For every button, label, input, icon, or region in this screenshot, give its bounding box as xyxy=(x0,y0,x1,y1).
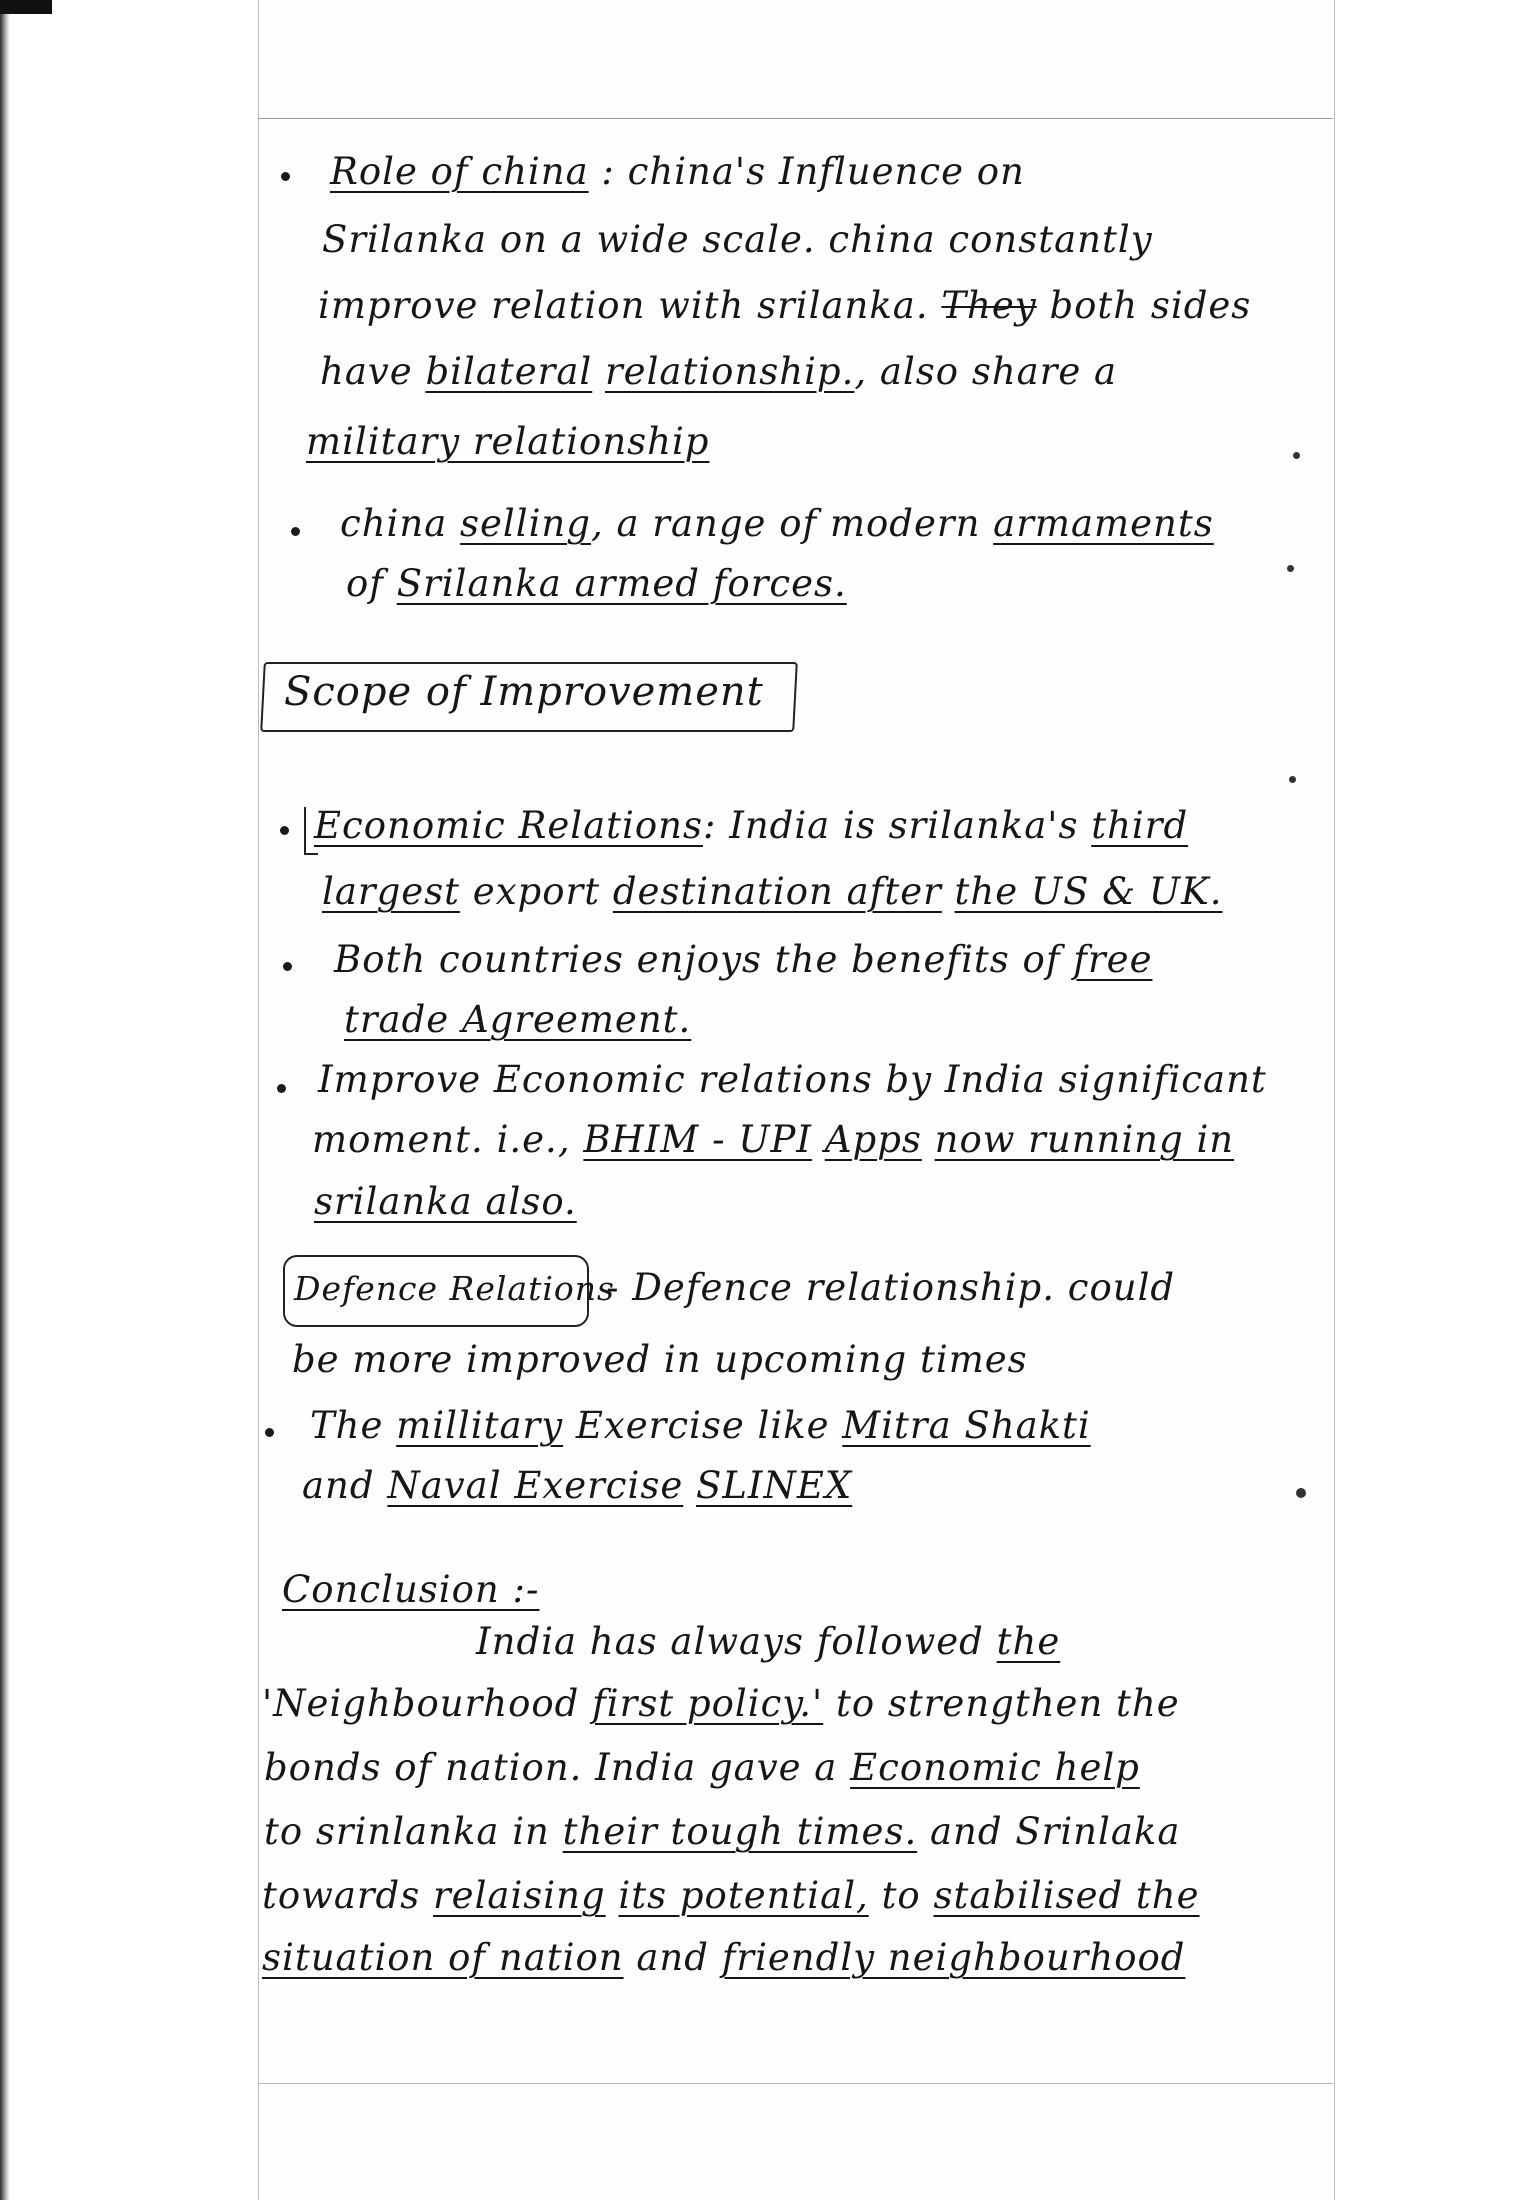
defence-label: Defence Relations xyxy=(294,1269,615,1308)
upi-line-1 xyxy=(318,1058,1267,1102)
text-fragment: Improve Economic relations by India significant xyxy=(318,1058,1267,1101)
text-fragment: - Defence relationship. could xyxy=(606,1266,1176,1309)
underlined-text: now running in xyxy=(934,1118,1235,1161)
text-fragment: The xyxy=(310,1404,384,1447)
text-fragment: , a range of modern xyxy=(590,502,981,545)
text-fragment: to strengthen the xyxy=(835,1682,1180,1725)
underlined-text: first policy.' xyxy=(592,1682,824,1725)
underlined-text: stabilised the xyxy=(933,1874,1200,1917)
underlined-text: relationship. xyxy=(605,350,855,393)
text-fragment: china xyxy=(340,502,448,545)
top-rule xyxy=(258,118,1333,119)
text-fragment: both sides xyxy=(1049,284,1252,327)
conclusion-heading-line xyxy=(282,1568,539,1612)
conclusion-line-4 xyxy=(264,1810,1180,1854)
text-fragment: and xyxy=(302,1464,375,1507)
bottom-rule xyxy=(258,2083,1333,2084)
conclusion-line-6 xyxy=(262,1936,1185,1980)
underlined-text: destination after xyxy=(612,870,942,913)
scan-corner-shadow xyxy=(0,0,52,14)
text-fragment: to srinlanka in xyxy=(264,1810,550,1853)
underlined-text: third xyxy=(1091,804,1189,847)
fta-line-2 xyxy=(344,998,691,1042)
struck-word: They xyxy=(941,284,1037,327)
conclusion-line-2 xyxy=(262,1682,1180,1726)
underlined-text: Economic help xyxy=(850,1746,1140,1789)
bullet-exercise xyxy=(265,1428,274,1437)
underlined-text: the xyxy=(996,1620,1061,1663)
text-fragment: India has always followed xyxy=(476,1620,984,1663)
role-of-china-line-3 xyxy=(318,284,1251,328)
exercise-line-2 xyxy=(302,1464,852,1508)
conclusion-line-1 xyxy=(476,1620,1060,1664)
economic-line-2 xyxy=(322,870,1222,914)
role-of-china-line-4 xyxy=(320,350,1117,394)
separator: : xyxy=(702,804,717,847)
underlined-text: its potential, xyxy=(618,1874,869,1917)
bullet-role-of-china xyxy=(281,172,290,181)
underlined-text: BHIM - UPI xyxy=(583,1118,813,1161)
underlined-text: bilateral xyxy=(425,350,593,393)
text-fragment: , also share a xyxy=(854,350,1118,393)
text-fragment: export xyxy=(472,870,601,913)
bullet-economic xyxy=(280,826,289,835)
ink-dot xyxy=(1296,1488,1306,1498)
china-selling-line-1 xyxy=(340,502,1214,546)
underlined-text: selling xyxy=(460,502,591,545)
text-fragment: Exercise like xyxy=(575,1404,830,1447)
text-fragment: 'Neighbourhood xyxy=(262,1682,580,1725)
role-of-china-line-2 xyxy=(322,218,1153,262)
text-fragment: improve relation with srilanka. xyxy=(318,284,929,327)
text-fragment: and xyxy=(636,1936,709,1979)
economic-line-1 xyxy=(314,804,1188,848)
defence-line-1 xyxy=(606,1266,1175,1310)
underlined-text: SLINEX xyxy=(696,1464,853,1507)
text-fragment: and Srinlaka xyxy=(929,1810,1181,1853)
text-fragment: moment. i.e., xyxy=(312,1118,571,1161)
underlined-text: Mitra Shakti xyxy=(842,1404,1091,1447)
ink-dot xyxy=(1293,452,1300,459)
underlined-text: situation of nation xyxy=(262,1936,624,1979)
fta-line-1 xyxy=(334,938,1152,982)
text-fragment: have xyxy=(320,350,413,393)
bullet-upi xyxy=(277,1084,286,1093)
text-fragment: to xyxy=(881,1874,921,1917)
economic-label: Economic Relations xyxy=(314,804,703,847)
underlined-text: largest xyxy=(322,870,461,913)
underlined-text: friendly neighbourhood xyxy=(721,1936,1186,1979)
role-of-china-heading: Role of china xyxy=(330,150,589,193)
underlined-text: free xyxy=(1073,938,1153,981)
underlined-text: Srilanka armed forces. xyxy=(396,562,847,605)
underlined-text: Apps xyxy=(824,1118,922,1161)
text-fragment: be more improved in upcoming times xyxy=(292,1338,1028,1381)
text-fragment: towards xyxy=(262,1874,421,1917)
role-of-china-line-1 xyxy=(330,150,1025,194)
ink-dot xyxy=(1287,565,1294,572)
underlined-text: their tough times. xyxy=(562,1810,918,1853)
text-fragment: china's Influence on xyxy=(627,150,1025,193)
scan-left-edge xyxy=(0,0,10,2200)
conclusion-line-5 xyxy=(262,1874,1200,1918)
upi-line-3 xyxy=(314,1180,577,1224)
underlined-text: armaments xyxy=(993,502,1214,545)
role-of-china-line-5 xyxy=(306,420,709,464)
text-fragment: bonds of nation. India gave a xyxy=(264,1746,838,1789)
underlined-text: relaising xyxy=(433,1874,606,1917)
underlined-text: srilanka also. xyxy=(314,1180,577,1223)
underlined-text: trade Agreement. xyxy=(344,998,692,1041)
conclusion-line-3 xyxy=(264,1746,1140,1790)
bullet-fta xyxy=(283,962,292,971)
separator: : xyxy=(601,150,615,193)
bullet-china-selling xyxy=(291,527,300,536)
underlined-text: millitary xyxy=(396,1404,564,1447)
ink-dot xyxy=(1289,776,1296,783)
underlined-text: Naval Exercise xyxy=(387,1464,684,1507)
text-fragment: India is srilanka's xyxy=(729,804,1079,847)
upi-line-2 xyxy=(312,1118,1234,1162)
china-selling-line-2 xyxy=(346,562,847,606)
conclusion-label: Conclusion :- xyxy=(282,1568,540,1611)
text-fragment: Both countries enjoys the benefits of xyxy=(334,938,1061,981)
underlined-text: military relationship xyxy=(306,420,710,463)
underlined-text: the US & UK. xyxy=(954,870,1223,913)
text-fragment: of xyxy=(346,562,384,605)
scope-heading: Scope of Improvement xyxy=(284,669,764,715)
defence-line-2 xyxy=(292,1338,1028,1382)
exercise-line-1 xyxy=(310,1404,1091,1448)
text-fragment: Srilanka on a wide scale. china constantly xyxy=(322,218,1153,261)
